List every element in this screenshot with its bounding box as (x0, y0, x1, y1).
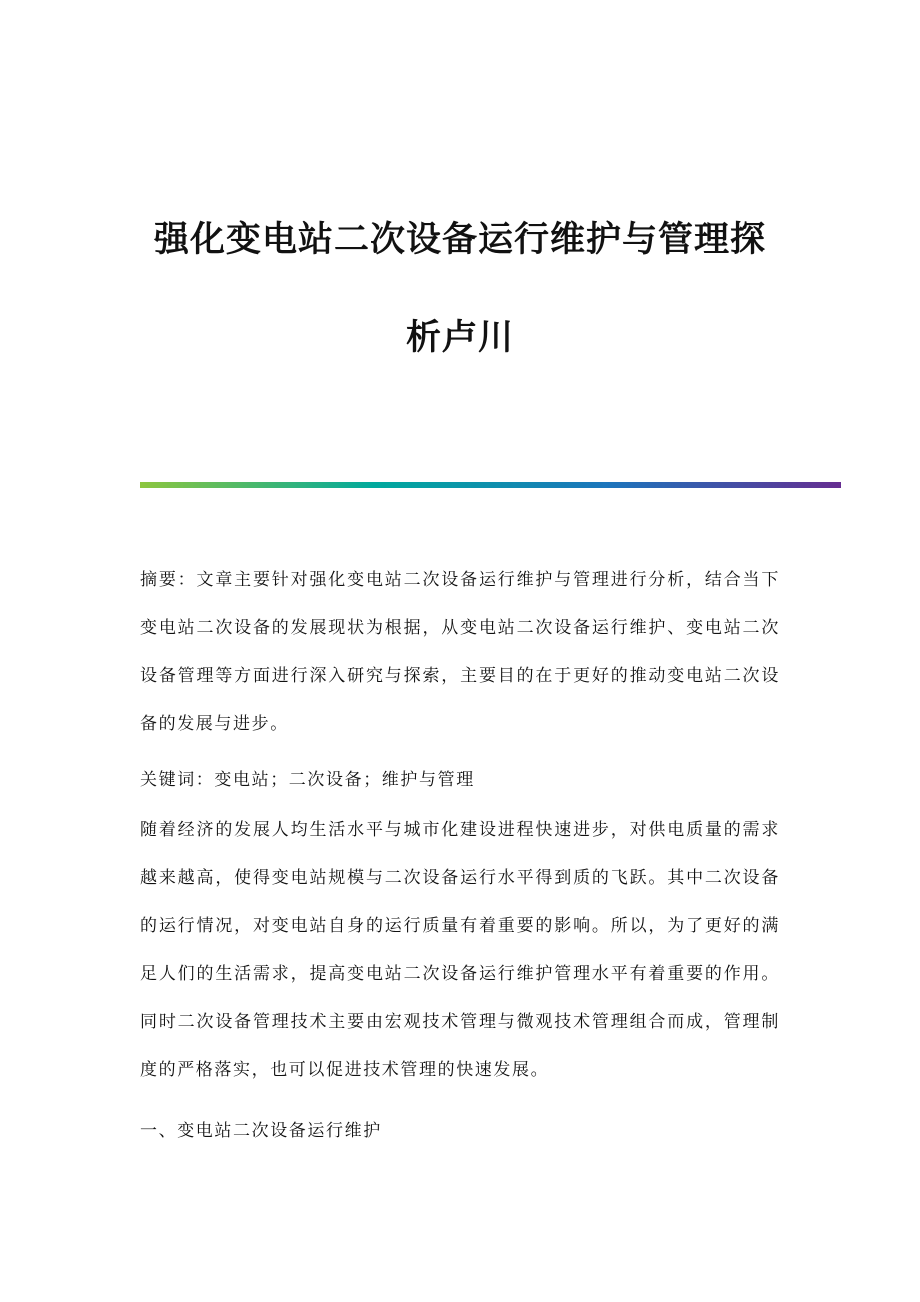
document-title-line-1: 强化变电站二次设备运行维护与管理探 (153, 219, 766, 260)
section-heading: 一、变电站二次设备运行维护 (140, 1121, 382, 1141)
gradient-divider (140, 482, 841, 488)
keywords-line: 关键词：变电站；二次设备；维护与管理 (140, 770, 475, 790)
document-title-line-2: 析卢川 (405, 317, 514, 358)
intro-paragraph: 随着经济的发展人均生活水平与城市化建设进程快速进步，对供电质量的需求越来越高，使得变电站规模与二次设备运行水平得到质的飞跃。其中二次设备的运行情况，对变电站自身的运行质量有着重要的影响。所以，为了更好的满足人们的生活需求，提高变电站二次设备运行维护管理水平有着重要的作用。同时二次设备管理技术主要由宏观技术管理与微观技术管理组合而成，管理制度的严格落实，也可以促进技术管理的快速发展。 (140, 820, 780, 1080)
abstract-paragraph: 摘要：文章主要针对强化变电站二次设备运行维护与管理进行分析，结合当下变电站二次设备的发展现状为根据，从变电站二次设备运行维护、变电站二次设备管理等方面进行深入研究与探索，主要目的在于更好的推动变电站二次设备的发展与进步。 (140, 570, 780, 734)
